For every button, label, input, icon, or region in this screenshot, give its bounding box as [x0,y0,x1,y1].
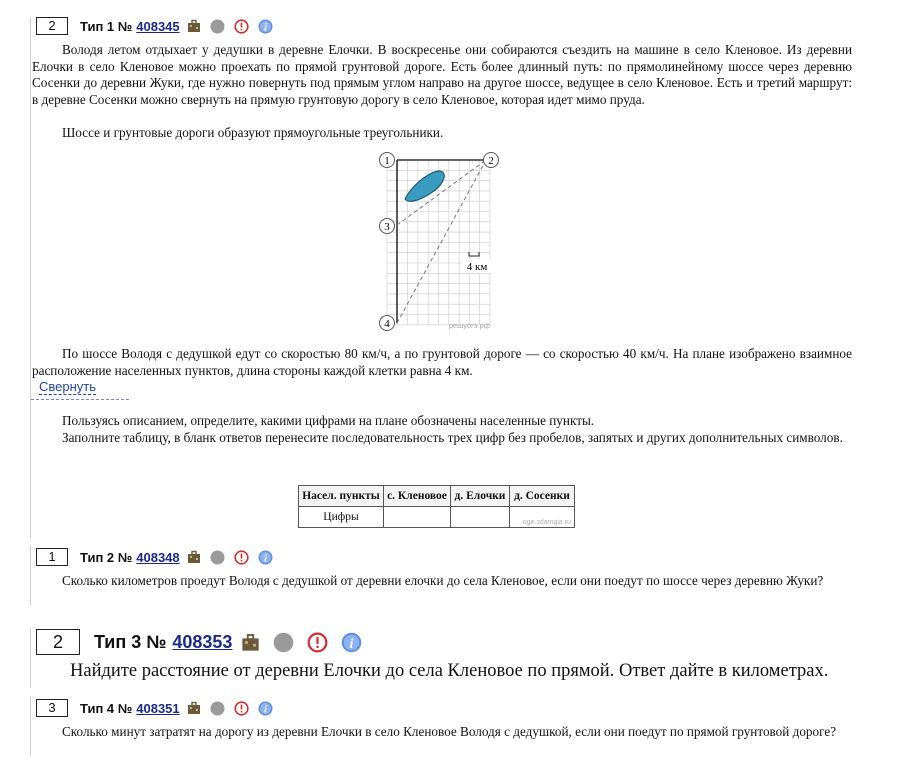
task2-id-link[interactable]: 408348 [136,549,180,565]
task4-type-label: Тип 4 № [80,700,133,716]
task1-paragraph-5-text: Заполните таблицу, в бланк ответов перенесите последовательность трех цифр без пробелов, запятых и других дополнительных символов. [62,430,843,445]
briefcase-icon[interactable] [187,19,201,33]
dirt-road-2 [397,160,486,323]
answer-cell-klenovoe[interactable] [384,507,451,528]
table-row-label: Цифры [299,507,384,528]
svg-text:i: i [263,704,267,715]
info-icon[interactable] [341,632,362,653]
task2-type-label: Тип 2 № [80,549,133,565]
point-1-label: 1 [384,155,390,167]
task3-id-link[interactable]: 408353 [172,631,233,652]
task4-left-rule [30,696,31,756]
task4-header [36,698,273,718]
task1-separator [31,399,129,400]
figure-watermark: решуогэ.рф [448,321,490,330]
point-3-label: 3 [384,221,390,233]
task1-paragraph-5 [32,430,852,447]
table-header-cell: д. Елочки [451,486,510,507]
gray-circle-icon[interactable] [273,632,294,653]
svg-text:i: i [263,22,267,33]
task1-paragraph-2-text: Шоссе и грунтовые дороги образуют прямоугольные треугольники. [62,125,444,140]
task1-paragraph-1 [32,42,852,108]
task1-left-rule [30,18,31,538]
gray-circle-icon[interactable] [210,701,225,716]
info-icon[interactable] [258,19,273,34]
point-2-label: 2 [488,155,494,167]
task3-question-text: Найдите расстояние от деревни Елочки до села Кленовое по прямой. Ответ дайте в километрах. [70,661,829,681]
answer-cell-sosenki[interactable] [510,507,575,528]
briefcase-icon[interactable] [187,701,201,715]
exclamation-icon[interactable] [234,701,249,716]
task1-paragraph-2 [32,125,852,142]
task1-paragraph-3-text: По шоссе Володя с дедушкой едут со скоростью 80 км/ч, а по грунтовой дороге — со скоростью 40 км/ч. На плане изображено взаимное расположение населенных пунктов, длина стороны каждой клетки равна 4 км. [32,346,852,378]
collapse-link[interactable]: Свернуть [39,379,97,394]
task3-header [36,628,362,656]
point-3-marker [380,219,395,234]
point-4-label: 4 [384,318,390,330]
task1-header [36,16,273,36]
task1-paragraph-3 [32,346,852,379]
info-icon[interactable] [258,701,273,716]
task2-left-rule [30,545,31,605]
exclamation-icon[interactable] [234,19,249,34]
exclamation-icon[interactable] [307,632,328,653]
briefcase-icon[interactable] [241,633,260,652]
table-watermark: oge.sdamgia.ru [522,519,571,526]
svg-text:i: i [263,553,267,564]
briefcase-icon[interactable] [187,550,201,564]
point-2-marker [484,153,499,168]
point-4-marker [380,316,395,331]
task1-plan-figure [374,147,512,339]
answer-table [298,485,575,528]
task4-id-link[interactable]: 408351 [136,700,180,716]
task2-question [32,573,852,590]
task4-question-text: Сколько минут затратят на дорогу из деревни Елочки в село Кленовое Володя с дедушкой, если они поедут по прямой грунтовой дороге? [62,724,837,739]
task2-answer-number[interactable]: 1 [36,548,68,566]
task3-question [70,660,870,682]
task3-left-rule [30,628,31,688]
plan-svg [374,147,512,339]
task2-header [36,547,273,567]
answer-table-header-row [299,486,575,507]
answer-cell-elochki[interactable] [451,507,510,528]
table-header-cell: Насел. пункты [299,486,384,507]
task3-type-label: Тип 3 № [94,631,167,652]
gray-circle-icon[interactable] [210,550,225,565]
exclamation-icon[interactable] [234,550,249,565]
table-header-cell: с. Кленовое [384,486,451,507]
table-header-cell: д. Сосенки [510,486,575,507]
task1-type-label: Тип 1 № [80,18,133,34]
task1-paragraph-4 [32,413,852,430]
svg-text:i: i [349,636,354,652]
gray-circle-icon[interactable] [210,19,225,34]
task1-answer-number[interactable]: 2 [36,17,68,35]
task2-question-text: Сколько километров проедут Володя с дедушкой от деревни елочки до села Кленовое, если они поедут по шоссе через деревню Жуки? [62,573,824,588]
scale-label: 4 км [466,261,488,273]
point-1-marker [380,153,395,168]
task1-paragraph-1-text: Володя летом отдыхает у дедушки в деревне Елочки. В воскресенье они собираются съездить на машине в село Кленовое. Из деревни Елочки в село Кленовое можно проехать по прямой грунтовой дороге. Есть более длинный путь: по прямолинейному шоссе через деревню Сосенки до деревни Жуки, где нужно повернуть под прямым углом направо на другое шоссе, ведущее в село Кленовое. Есть и третий маршрут: в деревне Сосенки можно свернуть на прямую грунтовую дорогу в село Кленовое, которая идет мимо пруда. [32,42,852,107]
answer-table-data-row [299,507,575,528]
task1-id-link[interactable]: 408345 [136,18,180,34]
task3-answer-number[interactable]: 2 [36,629,80,655]
info-icon[interactable] [258,550,273,565]
task4-question [32,724,852,741]
task1-paragraph-4-text: Пользуясь описанием, определите, какими цифрами на плане обозначены населенные пункты. [62,413,595,428]
task4-answer-number[interactable]: 3 [36,699,68,717]
